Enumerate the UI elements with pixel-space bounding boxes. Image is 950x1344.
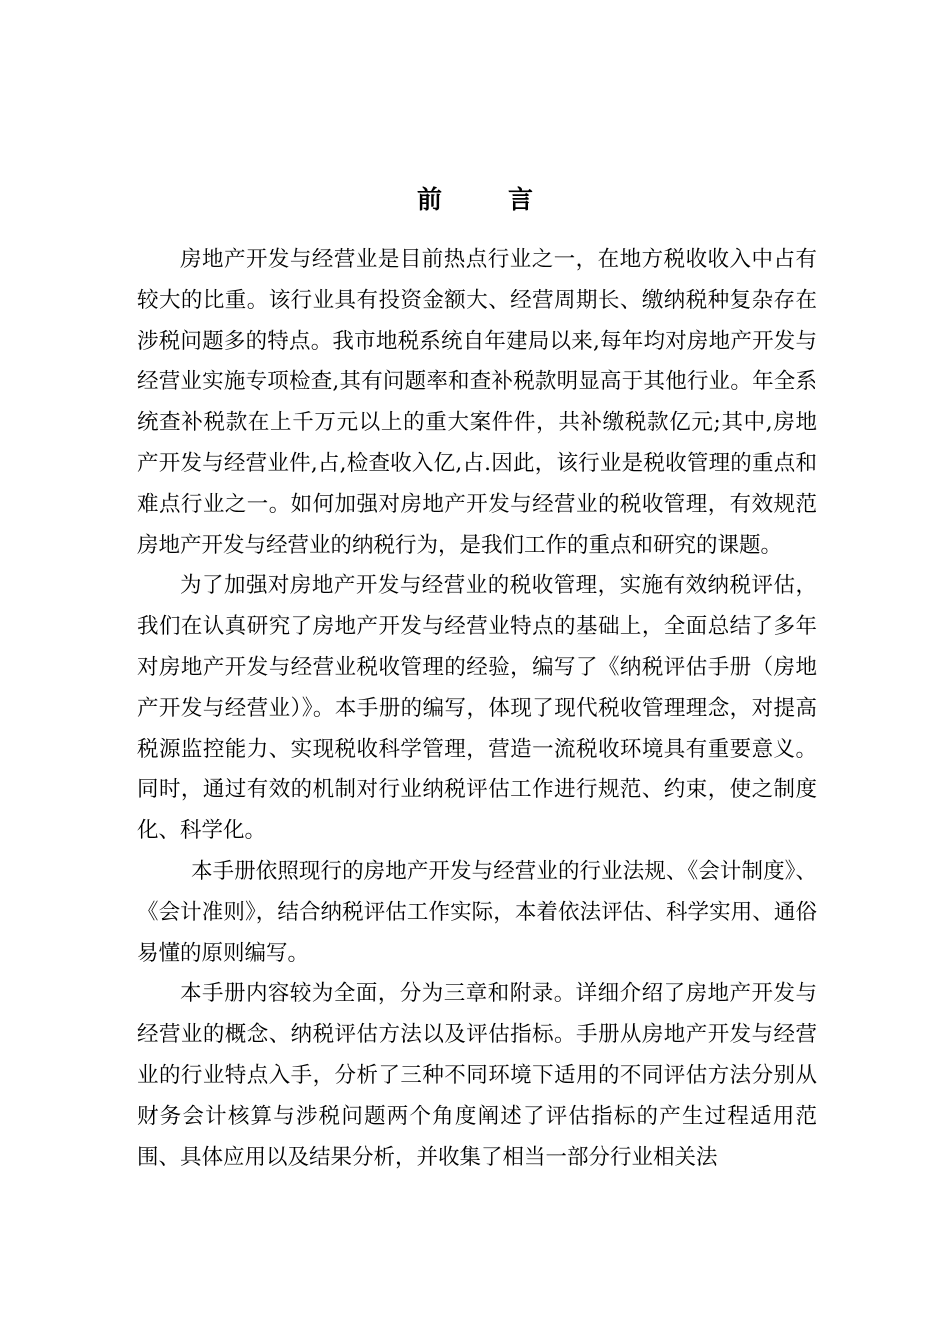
paragraph-3: 本手册依照现行的房地产开发与经营业的行业法规、《会计制度》、《会计准则》，结合纳税评估工作实际，本着依法评估、科学实用、通俗易懂的原则编写。 bbox=[137, 858, 817, 966]
paragraph-2: 为了加强对房地产开发与经营业的税收管理，实施有效纳税评估，我们在认真研究了房地产开发与经营业特点的基础上，全面总结了多年对房地产开发与经营业税收管理的经验，编写了《纳税评估手册（房地产开发与经营业）》。本手册的编写，体现了现代税收管理理念，对提高税源监控能力、实现税收科学管理，营造一流税收环境具有重要意义。同时，通过有效的机制对行业纳税评估工作进行规范、约束，使之制度化、科学化。 bbox=[137, 573, 817, 844]
paragraph-4: 本手册内容较为全面，分为三章和附录。详细介绍了房地产开发与经营业的概念、纳税评估方法以及评估指标。手册从房地产开发与经营业的行业特点入手，分析了三种不同环境下适用的不同评估方法分别从财务会计核算与涉税问题两个角度阐述了评估指标的产生过程适用范围、具体应用以及结果分析，并收集了相当一部分行业相关法 bbox=[137, 981, 817, 1170]
page-title bbox=[0, 183, 950, 217]
document-body bbox=[137, 240, 817, 1178]
title-char-2: 言 bbox=[508, 185, 534, 214]
title-char-1: 前 bbox=[416, 185, 442, 214]
paragraph-1: 房地产开发与经营业是目前热点行业之一，在地方税收收入中占有较大的比重。该行业具有投资金额大、经营周期长、缴纳税种复杂存在涉税问题多的特点。我市地税系统自年建局以来,每年均对房地产开发与经营业实施专项检查,其有问题率和查补税款明显高于其他行业。年全系统查补税款在上千万元以上的重大案件件，共补缴税款亿元;其中,房地产开发与经营业件,占,检查收入亿,占.因此，该行业是税收管理的重点和难点行业之一。如何加强对房地产开发与经营业的税收管理，有效规范房地产开发与经营业的纳税行为，是我们工作的重点和研究的课题。 bbox=[137, 247, 817, 558]
